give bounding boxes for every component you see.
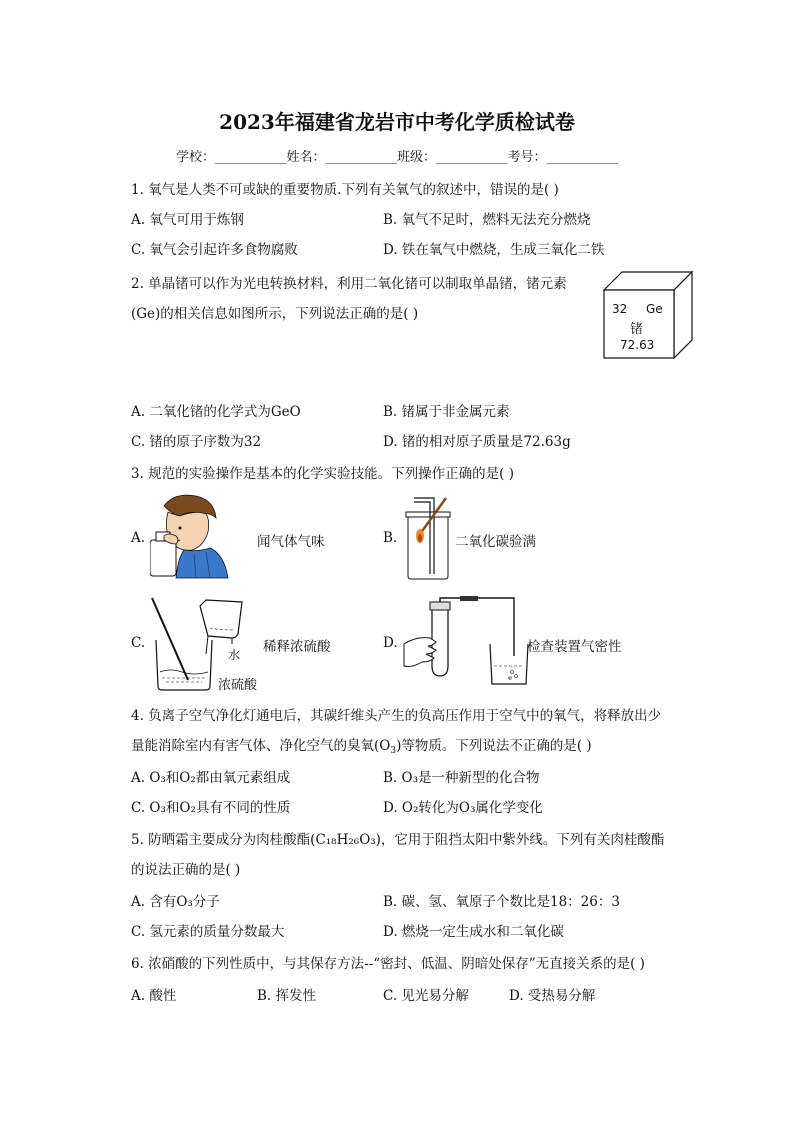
q5-option-d: D. 燃烧一定生成水和二氧化碳 xyxy=(383,924,564,940)
q3-option-c-letter: C. xyxy=(131,635,146,651)
co2-full-test-illustration xyxy=(400,496,456,580)
q4-stem-line2 xyxy=(131,734,592,756)
element-atomic-number: 32 xyxy=(612,302,628,316)
q2-stem-line1: 2. 单晶锗可以作为光电转换材料，利用二氧化锗可以制取单晶锗，锗元素 xyxy=(131,276,567,292)
q3-option-b-letter: B. xyxy=(383,530,398,546)
student-info-line: 学校：___________姓名：___________班级：___________考号：___________ xyxy=(176,150,619,165)
q4-option-b: B. O₃是一种新型的化合物 xyxy=(383,770,540,786)
q1-option-a: A. 氧气可用于炼钢 xyxy=(131,212,244,228)
element-mass: 72.63 xyxy=(620,338,655,352)
q4-stem-line2-post: )等物质。下列说法不正确的是( ) xyxy=(396,738,592,754)
q2-option-d: D. 锗的相对原子质量是72.63g xyxy=(383,434,571,450)
smell-gas-illustration xyxy=(150,492,230,580)
conc-acid-label: 浓硫酸 xyxy=(218,678,258,693)
q6-stem: 6. 浓硝酸的下列性质中，与其保存方法--“密封、低温、阴暗处保存”无直接关系的是( ) xyxy=(131,956,645,972)
q3-option-d-letter: D. xyxy=(383,635,398,651)
q5-option-b: B. 碳、氢、氧原子个数比是18：26：3 xyxy=(383,894,620,910)
q1-stem: 1. 氧气是人类不可或缺的重要物质.下列有关氧气的叙述中，错误的是( ) xyxy=(131,182,559,198)
q4-stem-line2-pre: 量能消除室内有害气体、净化空气的臭氧(O xyxy=(131,738,391,754)
q6-option-c: C. 见光易分解 xyxy=(383,988,469,1004)
q2-option-c: C. 锗的原子序数为32 xyxy=(131,434,262,450)
q5-stem-line1: 5. 防晒霜主要成分为肉桂酸酯(C₁₈H₂₆O₃)，它用于阻挡太阳中紫外线。下列有关肉桂酸酯 xyxy=(131,832,665,848)
q5-option-a: A. 含有O₃分子 xyxy=(131,894,220,910)
q3-option-d-label: 检查装置气密性 xyxy=(527,639,622,655)
q3-option-c-label: 稀释浓硫酸 xyxy=(263,639,331,655)
q2-stem-line2: (Ge)的相关信息如图所示，下列说法正确的是( ) xyxy=(131,306,419,322)
q3-option-a-letter: A. xyxy=(131,530,146,546)
element-card-ge xyxy=(600,268,696,362)
q3-option-a-label: 闻气体气味 xyxy=(257,534,325,550)
exam-title: 2023年福建省龙岩市中考化学质检试卷 xyxy=(219,110,575,134)
q5-stem-line2: 的说法正确的是( ) xyxy=(131,862,241,878)
q2-option-a: A. 二氧化锗的化学式为GeO xyxy=(131,404,301,420)
q1-option-d: D. 铁在氧气中燃烧，生成三氧化二铁 xyxy=(383,242,605,258)
q4-subscript: 3 xyxy=(390,746,397,756)
q4-stem-line1: 4. 负离子空气净化灯通电后，其碳纤维头产生的负高压作用于空气中的氧气，将释放出少 xyxy=(131,708,662,724)
q6-option-a: A. 酸性 xyxy=(131,988,177,1004)
q3-option-b-label: 二氧化碳验满 xyxy=(455,534,536,550)
element-symbol: Ge xyxy=(646,302,663,316)
q1-option-c: C. 氧气会引起许多食物腐败 xyxy=(131,242,298,258)
q6-option-b: B. 挥发性 xyxy=(257,988,317,1004)
q3-stem: 3. 规范的实验操作是基本的化学实验技能。下列操作正确的是( ) xyxy=(131,466,514,482)
q2-option-b: B. 锗属于非金属元素 xyxy=(383,404,510,420)
dilute-acid-illustration xyxy=(148,594,258,694)
q5-option-c: C. 氢元素的质量分数最大 xyxy=(131,924,285,940)
q1-option-b: B. 氧气不足时，燃料无法充分燃烧 xyxy=(383,212,591,228)
water-label: 水 xyxy=(228,648,241,662)
element-name: 锗 xyxy=(630,322,644,337)
q6-option-d: D. 受热易分解 xyxy=(509,988,596,1004)
q4-option-d: D. O₂转化为O₃属化学变化 xyxy=(383,800,543,816)
airtightness-check-illustration xyxy=(402,596,532,688)
q4-option-c: C. O₃和O₂具有不同的性质 xyxy=(131,800,291,816)
q4-option-a: A. O₃和O₂都由氧元素组成 xyxy=(131,770,291,786)
